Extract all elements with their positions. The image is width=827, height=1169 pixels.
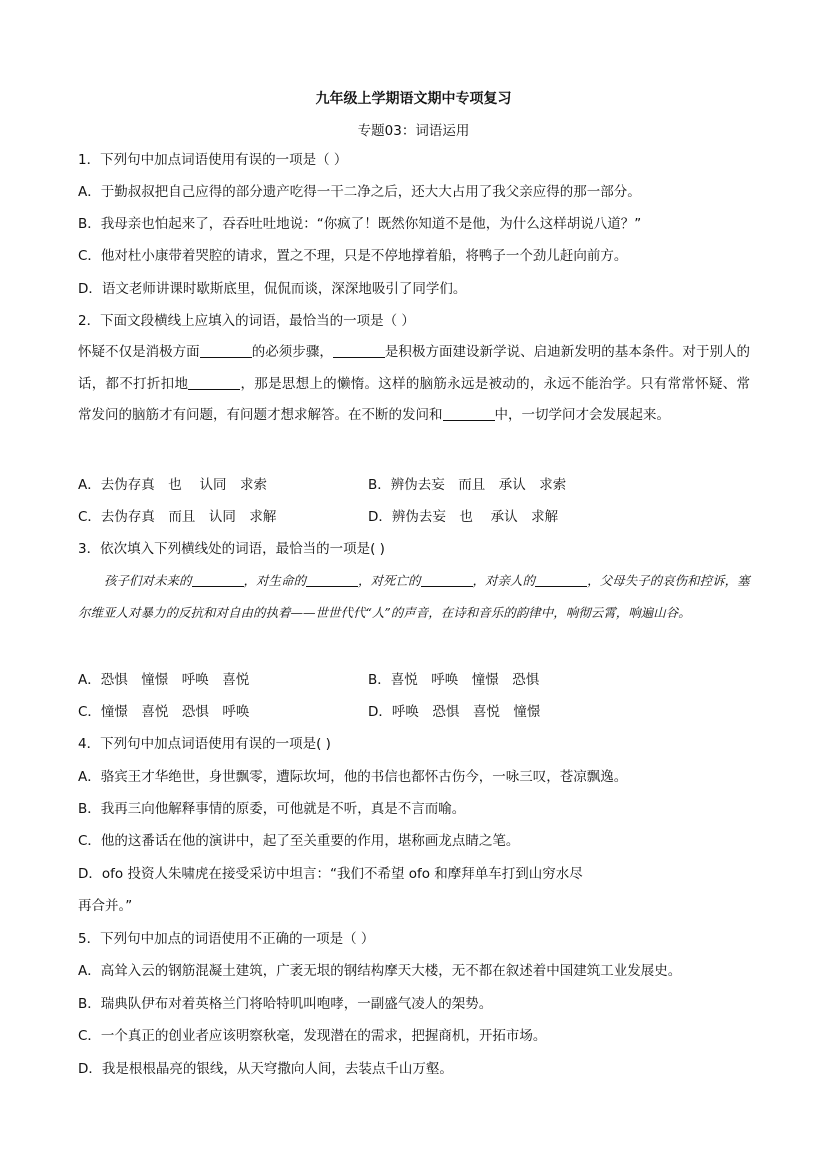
q3-passage-text-4: ，对亲人的 [472,573,536,588]
q5-option-a: A．高耸入云的钢筋混凝土建筑，广袤无垠的钢结构摩天大楼，无不都在叙述着中国建筑工业发展史。 [78,963,682,979]
q3-passage-text-2: ，对生命的 [243,573,307,588]
q1-option-d: D．语文老师讲课时歇斯底里，侃侃而谈，深深地吸引了同学们。 [78,281,467,297]
q2-passage-text-1: 怀疑不仅是消极方面 [78,344,200,360]
blank-line [306,572,358,587]
q3-option-c: C．憧憬 喜悦 恐惧 呼唤 [78,704,250,720]
q2-option-a: A．去伪存真 也 认同 求索 [78,477,268,493]
blank-line [192,572,244,587]
q4-option-b: B．我再三向他解释事情的原委，可他就是不听，真是不言而喻。 [78,801,466,817]
q2-option-d: D．辨伪去妄 也 承认 求解 [368,509,559,525]
blank-line [188,375,240,390]
q1-option-b: B．我母亲也怕起来了，吞吞吐吐地说：“你疯了！既然你知道不是他，为什么这样胡说八道？” [78,216,642,232]
q2-passage-text-5: 中，一切学问才会发展起来。 [494,407,670,423]
q2-stem: 2．下面文段横线上应填入的词语，最恰当的一项是（ ） [78,313,415,329]
q4-option-c: C．他的这番话在他的演讲中，起了至关重要的作用，堪称画龙点睛之笔。 [78,833,520,849]
blank-line [443,406,495,421]
q5-stem: 5．下列句中加点的词语使用不正确的一项是（ ） [78,931,375,947]
page-title: 九年级上学期语文期中专项复习 [315,91,512,107]
q2-passage-text-2: 的必须步骤， [251,344,333,360]
q3-passage [78,565,750,629]
q3-option-b: B．喜悦 呼唤 憧憬 恐惧 [368,672,540,688]
q1-option-a: A．于勤叔叔把自己应得的部分遗产吃得一干二净之后，还大大占用了我父亲应得的那一部分。 [78,184,641,200]
blank-line [421,572,473,587]
q1-stem: 1．下列句中加点词语使用有误的一项是（ ） [78,152,348,168]
blank-line [333,343,385,358]
q4-stem: 4．下列句中加点词语使用有误的一项是( ) [78,736,331,752]
q5-option-b: B．瑞典队伊布对着英格兰门将哈特叽叫咆哮，一副盛气凌人的架势。 [78,996,493,1012]
q2-passage-text-4: ，那是思想上的懒惰。这样的脑筋永远是被动的，永远不能治学。只有常常怀疑、常常发问的脑筋才有问题，有问题才想求解答。在不断的发问和 [78,375,751,423]
q2-options-row-2 [78,507,559,527]
q2-option-b: B．辨伪去妄 而且 承认 求索 [368,477,567,493]
q3-options-row-1 [78,670,540,690]
q3-passage-text-3: ，对死亡的 [358,573,421,588]
q3-option-a: A．恐惧 憧憬 呼唤 喜悦 [78,672,250,688]
q4-option-d-cont: 再合并。” [78,898,133,914]
q3-options-row-2 [78,702,541,722]
q4-option-a: A．骆宾王才华绝世，身世飘零，遭际坎坷，他的书信也都怀古伤今，一咏三叹，苍凉飘逸。 [78,769,628,785]
q5-option-c: C．一个真正的创业者应该明察秋毫，发现潜在的需求，把握商机，开拓市场。 [78,1028,547,1044]
q3-stem: 3．依次填入下列横线处的词语，最恰当的一项是( ) [78,541,385,557]
page-subtitle: 专题03：词语运用 [357,123,470,139]
q2-passage [78,337,750,432]
q1-option-c: C．他对杜小康带着哭腔的请求，置之不理，只是不停地撑着船，将鸭子一个劲儿赶向前方。 [78,248,628,264]
q2-options-row-1 [78,475,567,495]
blank-line [200,343,252,358]
q2-passage-text-3: 是积极方面建设新学说、启迪新发明的基本条件。对于别人的话，都不打折扣地 [78,344,751,392]
blank-line [535,572,587,587]
q3-passage-text-1: 孩子们对未来的 [104,573,192,588]
q2-option-c: C．去伪存真 而且 认同 求解 [78,509,277,525]
q3-option-d: D．呼唤 恐惧 喜悦 憧憬 [368,704,541,720]
q5-option-d: D．我是根根晶亮的银线，从天穹撒向人间，去装点千山万壑。 [78,1061,453,1077]
q3-passage-text-5: ，父母失子的哀伤和控诉，塞尔维亚人对暴力的反抗和对自由的执着——世世代代“人”的声音，在诗和音乐的韵律中，响彻云霄，响遍山谷。 [78,573,750,620]
q4-option-d: D．ofo 投资人朱啸虎在接受采访中坦言：“我们不希望 ofo 和摩拜单车打到山穷水尽 [78,866,583,882]
